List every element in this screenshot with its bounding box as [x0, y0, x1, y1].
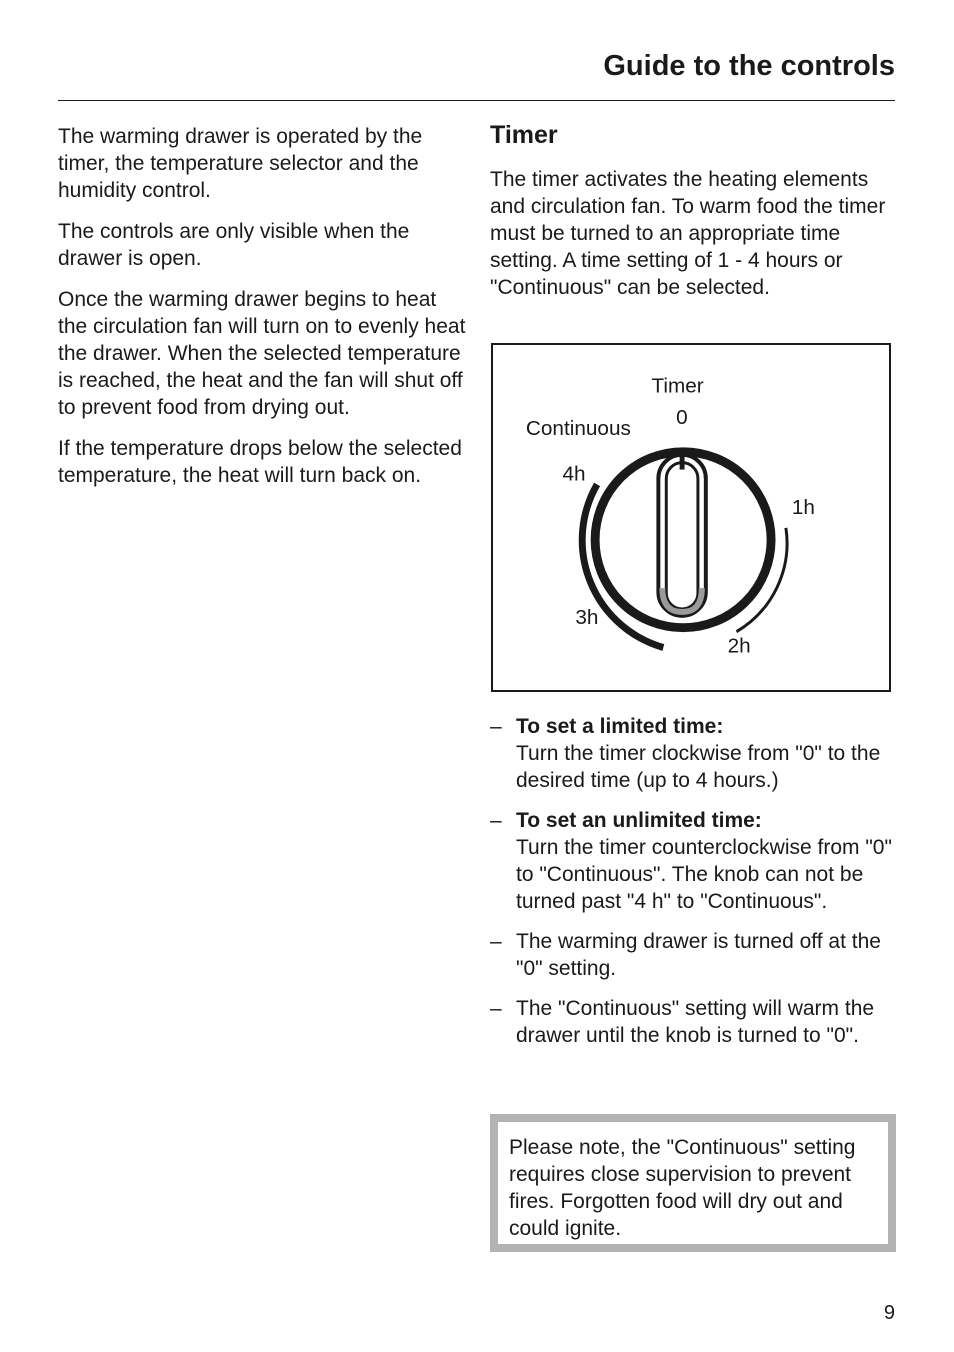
list-dash: –	[490, 715, 502, 738]
list-item-text: Turn the timer counterclockwise from "0" to "Continuous". The knob can not be turned past "4 h" to "Continuous".	[516, 836, 892, 913]
list-item-text: The "Continuous" setting will warm the drawer until the knob is turned to "0".	[516, 997, 875, 1047]
list-item	[490, 995, 895, 1049]
list-item-text: The warming drawer is turned off at the "0" setting.	[516, 930, 881, 980]
dial-label-continuous: Continuous	[525, 416, 631, 440]
list-item	[490, 928, 895, 982]
dial-label-2h: 2h	[727, 634, 751, 658]
intro-paragraph-2: The controls are only visible when the drawer is open.	[58, 220, 410, 270]
timer-dial-figure	[491, 343, 891, 692]
intro-paragraph-4: If the temperature drops below the selected temperature, the heat will turn back on.	[58, 437, 462, 487]
intro-paragraph-1: The warming drawer is operated by the timer, the temperature selector and the humidity control.	[58, 125, 423, 202]
list-item	[490, 713, 895, 794]
timer-dial-illustration	[493, 345, 889, 690]
safety-note-box	[490, 1114, 896, 1252]
section-heading-timer: Timer	[490, 121, 558, 149]
dial-label-3h: 3h	[575, 605, 599, 629]
dial-label-4h: 4h	[562, 462, 586, 486]
list-dash: –	[490, 930, 502, 953]
safety-note-text: Please note, the "Continuous" setting requires close supervision to prevent fires. Forgotten food will dry out and could ignite.	[509, 1136, 856, 1240]
list-dash: –	[490, 809, 502, 832]
list-item-title: To set a limited time:	[516, 715, 724, 738]
timer-instructions-list	[490, 713, 895, 1062]
intro-paragraph-3: Once the warming drawer begins to heat the circulation fan will turn on to evenly heat the drawer. When the selected temperature is reached, the heat and the fan will shut off to prevent food from drying out.	[58, 288, 466, 419]
page-number: 9	[883, 1302, 895, 1324]
list-dash: –	[490, 997, 502, 1020]
list-item	[490, 807, 895, 915]
timer-section	[490, 118, 895, 315]
left-column	[58, 123, 468, 503]
dial-label-zero: 0	[676, 406, 688, 430]
timer-intro: The timer activates the heating elements and circulation fan. To warm food the timer must be turned to an appropriate time setting. A time setting of 1 - 4 hours or "Continuous" can be selected.	[490, 168, 886, 299]
page-title: Guide to the controls	[603, 50, 895, 82]
title-divider	[58, 100, 895, 101]
dial-label-1h: 1h	[791, 496, 815, 520]
list-item-title: To set an unlimited time:	[516, 809, 762, 832]
list-item-text: Turn the timer clockwise from "0" to the desired time (up to 4 hours.)	[516, 742, 881, 792]
dial-label-timer: Timer	[651, 374, 704, 398]
